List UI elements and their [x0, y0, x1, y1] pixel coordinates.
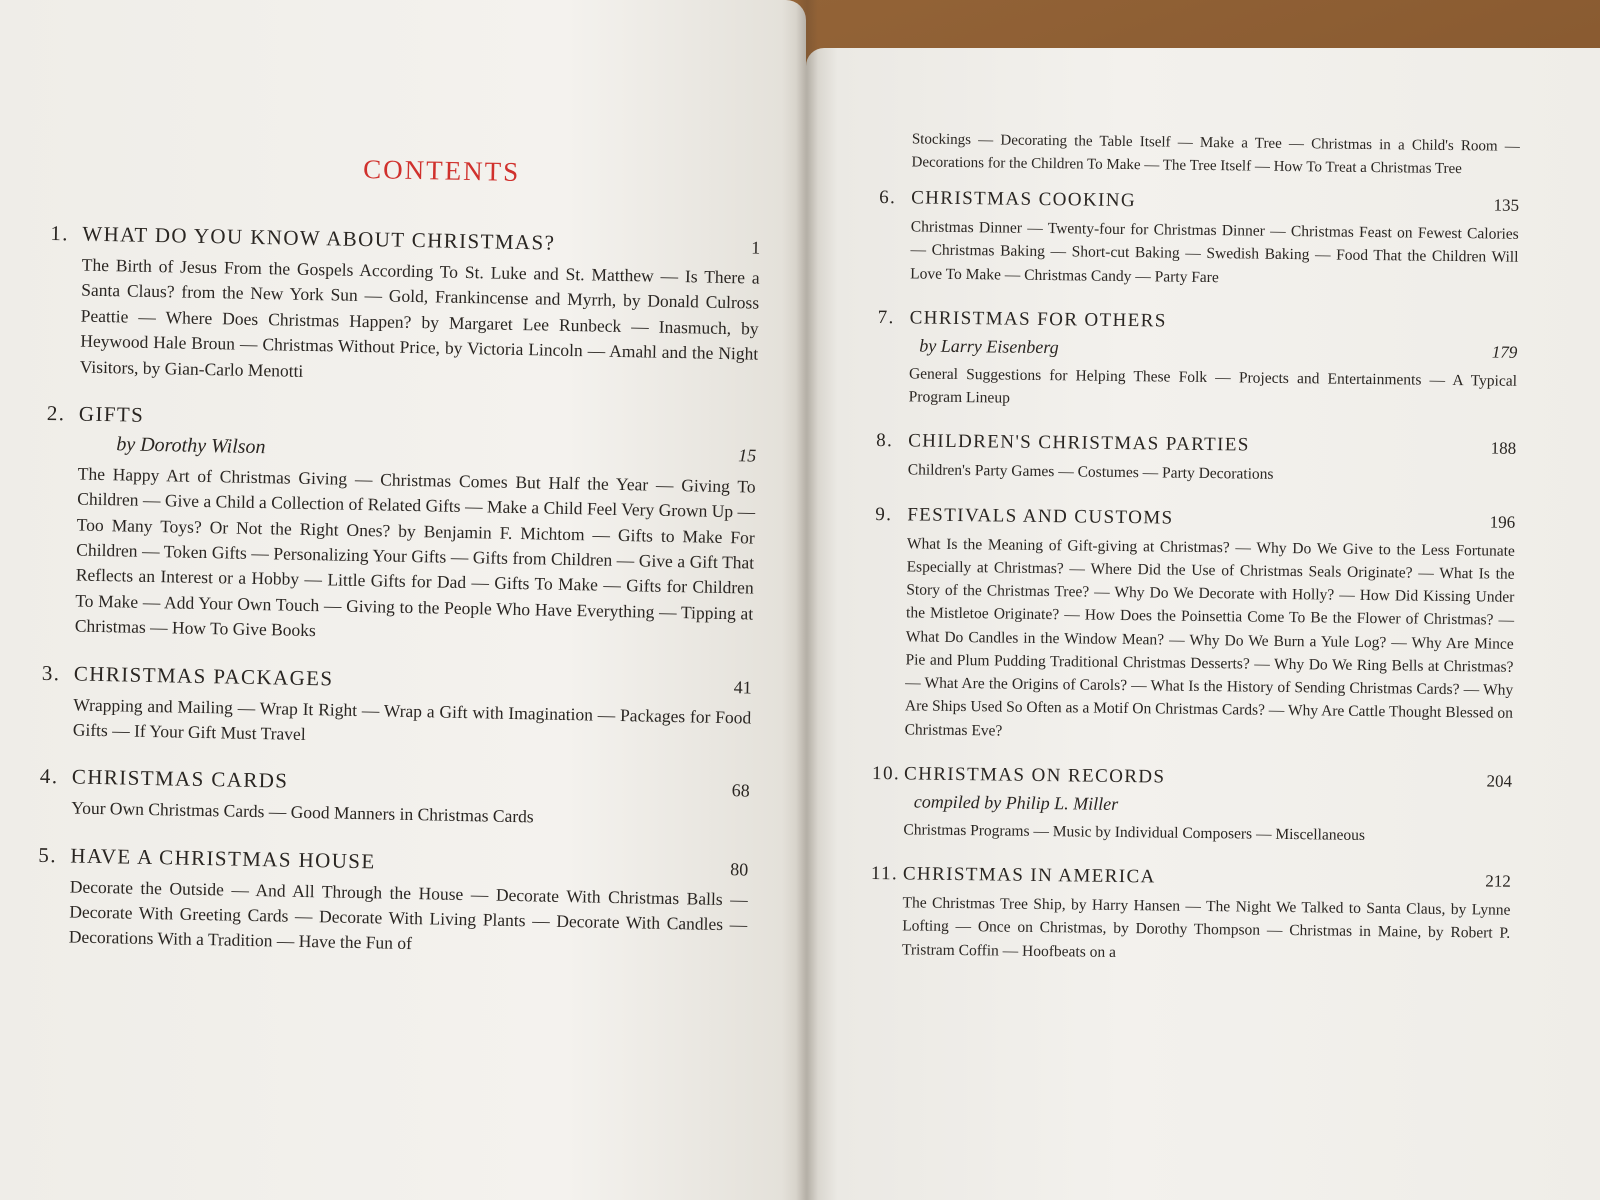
entry-title: CHRISTMAS IN AMERICA	[902, 863, 1156, 888]
entry-title: CHRISTMAS PACKAGES	[73, 661, 334, 690]
entry-number: 6.	[879, 186, 897, 209]
entry-description: Decorate the Outside — And All Through the House — Decorate With Christmas Balls — Decorate With Greeting Cards — Decorate With Living Plants — Decorate With Candles — Decorations With a Tradition — Have the Fun of	[68, 876, 748, 954]
entry-page: 1	[751, 237, 761, 258]
entry-number: 5.	[38, 842, 58, 867]
entry-description: General Suggestions for Helping These Folk — Projects and Entertainments — A Typical Program Lineup	[908, 365, 1518, 407]
entry-title: CHRISTMAS FOR OTHERS	[909, 307, 1167, 332]
entry-page: 196	[1489, 511, 1516, 532]
entry-number: 1.	[50, 220, 70, 246]
entry-author: by Larry Eisenberg	[919, 335, 1059, 357]
toc-entry-8	[876, 430, 1517, 489]
right-page-content	[870, 128, 1520, 991]
entry-description: Christmas Programs — Music by Individual Composers — Miscellaneous	[903, 821, 1366, 844]
entry-page: 179	[1491, 342, 1518, 362]
toc-entry-2	[43, 401, 757, 652]
entry-page: 15	[738, 445, 757, 466]
toc-entry-1	[48, 221, 761, 392]
entry-description: Your Own Christmas Cards — Good Manners in Christmas Cards	[71, 797, 534, 827]
entry-number: 9.	[875, 503, 893, 525]
entry-page: 41	[733, 676, 752, 698]
entry-number: 8.	[876, 430, 894, 452]
entry-description: Wrapping and Mailing — Wrap It Right — Wrap a Gift with Imagination — Packages for Food Gifts — If Your Gift Must Travel	[72, 694, 752, 744]
entry-page: 80	[730, 858, 749, 880]
entry-title: GIFTS	[78, 401, 145, 427]
entry-title: CHRISTMAS COOKING	[911, 187, 1137, 212]
entry-description: The Christmas Tree Ship, by Harry Hansen — The Night We Talked to Santa Claus, by Lynne Lofting — Once on Christmas, by Dorothy Thompson — Christmas in Maine, by Robert P. Tristram Coffin — Hoofbeats on a	[901, 894, 1511, 961]
entry-title: CHILDREN'S CHRISTMAS PARTIES	[908, 430, 1250, 456]
book-gutter	[796, 0, 818, 1200]
toc-entry-9	[873, 503, 1516, 748]
toc-entry-10	[871, 763, 1512, 849]
toc-entry-3	[41, 660, 752, 755]
entry-page: 212	[1485, 871, 1511, 891]
contents-title: CONTENTS	[362, 153, 521, 187]
left-page-content	[36, 148, 762, 985]
entry-page: 188	[1490, 438, 1517, 459]
entry-title: CHRISTMAS ON RECORDS	[903, 763, 1166, 788]
entry-page: 135	[1493, 195, 1520, 215]
toc-entry-4	[39, 764, 750, 834]
entry-number: 3.	[41, 660, 61, 685]
entry-page: 68	[731, 780, 750, 801]
toc-entry-5	[37, 842, 749, 963]
entry-description: The Happy Art of Christmas Giving — Christmas Comes But Half the Year — Giving To Children — Give a Child a Collection of Related Gifts — Make a Child Feel Very Grown Up — Too Many Toys? Or Not the Right Ones? by Benjamin F. Michtom — Gifts to Make For Children — Token Gifts — Personalizing Your Gifts — Gifts from Children — Give a Gift That Reflects an Interest or a Hobby — Little Gifts for Dad — Gifts To Make — Gifts for Children To Make — Add Your Own Touch — Giving to the People Who Have Everything — Tipping at Christmas — How To Give Books	[74, 463, 756, 641]
entry-description: The Birth of Jesus From the Gospels According To St. Luke and St. Matthew — Is There a Santa Claus? from the New York Sun — Gold, Frankincense and Myrrh, by Donald Culross Peattie — Where Does Christmas Happen? by Margaret Lee Runbeck — Inasmuch, by Heywood Hale Broun — Christmas Without Price, by Victoria Lincoln — Amahl and the Night Visitors, by Gian-Carlo Menotti	[79, 254, 760, 381]
continued-description: Stockings — Decorating the Table Itself — Make a Tree — Christmas in a Child's Room — Decorations for the Children To Make — The Tree Itself — How To Treat a Christmas Tree	[911, 131, 1520, 177]
entry-author: compiled by Philip L. Miller	[913, 791, 1119, 814]
entry-number: 4.	[39, 764, 59, 789]
entry-description: What Is the Meaning of Gift-giving at Christmas? — Why Do We Give to the Less Fortunate Especially at Christmas? — Where Did the Use of Christmas Seals Originate? — What Is the Story of the Christmas Tree? — Why Do We Decorate with Holly? — How Did Kissing Under the Mistletoe Originate? — How Does the Poinsettia Come To Be the Flower of Christmas? — What Do Candles in the Window Mean? — Why Do We Burn a Yule Log? — Why Are Mince Pie and Plum Pudding Traditional Christmas Desserts? — Why Do We Ring Bells at Christmas? — What Are the Origins of Carols? — What Is the History of Sending Christmas Cards? — Why Are Ships Used So Often as a Motif On Christmas Cards? — Why Are Cattle Thought Blessed on Christmas Eve?	[904, 534, 1515, 740]
entry-title: HAVE A CHRISTMAS HOUSE	[70, 843, 376, 873]
entry-title: CHRISTMAS CARDS	[71, 764, 289, 793]
entry-number: 2.	[46, 400, 66, 426]
entry-number: 11.	[870, 862, 899, 885]
entry-page: 204	[1486, 771, 1513, 791]
entry-number: 7.	[877, 306, 895, 328]
entry-description: Children's Party Games — Costumes — Party Decorations	[907, 461, 1274, 484]
entry-title: FESTIVALS AND CUSTOMS	[907, 503, 1174, 529]
toc-entry-6	[878, 187, 1519, 293]
entry-number: 10.	[871, 762, 901, 785]
entry-description: Christmas Dinner — Twenty-four for Christmas Dinner — Christmas Feast on Fewest Calories — Christmas Baking — Short-cut Baking — Swedish Baking — Food That the Children Will Love To Make — Christmas Candy — Party Fare	[910, 218, 1519, 286]
toc-entry-7	[877, 307, 1518, 416]
toc-entry-11	[870, 863, 1511, 969]
entry-title: WHAT DO YOU KNOW ABOUT CHRISTMAS?	[82, 221, 556, 255]
entry-author: by Dorothy Wilson	[116, 433, 266, 459]
